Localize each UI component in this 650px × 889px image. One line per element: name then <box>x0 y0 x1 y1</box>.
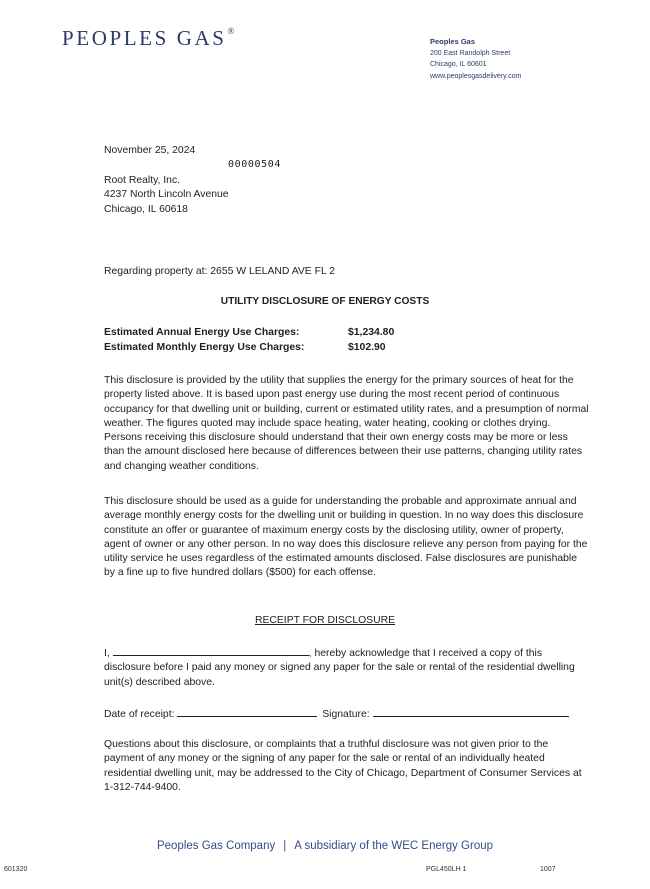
regarding-property: Regarding property at: 2655 W LELAND AVE FL 2 <box>104 266 336 277</box>
footer-separator: | <box>283 840 287 852</box>
signature-blank[interactable] <box>373 706 569 717</box>
monthly-charges-row <box>104 340 394 355</box>
footer-line <box>0 840 650 852</box>
logo-text: PEOPLES GAS <box>62 26 227 50</box>
footer-form-code: PGL450LH 1 <box>426 866 467 873</box>
annual-charges-value: $1,234.80 <box>348 327 395 338</box>
ack-text: , hereby acknowledge that I received a copy of this disclosure before I paid any money or signed any paper for the sale or rental of the residential dwelling unit(s) described above. <box>104 648 575 688</box>
recipient-address <box>104 174 229 217</box>
company-city: Chicago, IL 60601 <box>430 61 487 68</box>
signature-label: Signature: <box>322 709 370 720</box>
monthly-charges-label: Estimated Monthly Energy Use Charges: <box>104 342 305 353</box>
document-title: UTILITY DISCLOSURE OF ENERGY COSTS <box>220 296 430 307</box>
monthly-charges-value: $102.90 <box>348 342 386 353</box>
footer-company: Peoples Gas Company <box>156 840 276 852</box>
annual-charges-label: Estimated Annual Energy Use Charges: <box>104 327 300 338</box>
company-website: www.peoplesgasdelivery.com <box>430 72 522 80</box>
company-address <box>430 36 521 82</box>
recipient-name: Root Realty, Inc. <box>104 175 181 186</box>
logo-registered-mark: ® <box>227 26 235 36</box>
footer-subsidiary: A subsidiary of the WEC Energy Group <box>294 840 494 852</box>
receipt-heading: RECEIPT FOR DISCLOSURE <box>254 615 396 626</box>
footer-code-left: 601320 <box>4 866 28 873</box>
company-street: 200 East Randolph Street <box>430 49 511 57</box>
name-blank-line[interactable] <box>113 645 309 656</box>
date-of-receipt-label: Date of receipt: <box>104 709 175 720</box>
questions-paragraph: Questions about this disclosure, or complaints that a truthful disclosure was not given prior to the payment of any money or the signing of any paper for the sale or rental of an individually heated residential dwelling unit, may be addressed to the City of Chicago, Department of Consumer Services at 1-312-744-9400. <box>104 739 582 793</box>
charges-block <box>104 325 394 355</box>
recipient-city: Chicago, IL 60618 <box>104 203 188 215</box>
date-of-receipt-blank[interactable] <box>177 706 317 717</box>
company-name: Peoples Gas <box>430 37 476 46</box>
letter-date: November 25, 2024 <box>104 145 196 156</box>
disclosure-paragraph-1: This disclosure is provided by the utility that supplies the energy for the primary sources of heat for the property listed above. It is based upon past energy use during the most recent period of continuous occupancy for that dwelling unit or building, current or estimated utility rates, and a presumption of normal weather. The figures quoted may include space heating, water heating, cooking or clothes drying. Persons receiving this disclosure should understand that their own energy costs may be more or less than the amount disclosed here because of differences between their use patterns, changing utility rates and changing weather conditions. <box>104 375 589 472</box>
account-code: 00000504 <box>228 159 281 170</box>
date-signature-row <box>104 706 594 722</box>
ack-prefix: I, <box>104 648 110 659</box>
annual-charges-row <box>104 325 394 340</box>
acknowledgement <box>104 645 588 690</box>
recipient-street: 4237 North Lincoln Avenue <box>104 189 229 201</box>
footer-code-right: 1007 <box>540 866 556 873</box>
peoples-gas-logo <box>62 26 234 51</box>
disclosure-paragraph-2: This disclosure should be used as a guide for understanding the probable and approximate annual and average monthly energy costs for the dwelling unit or building in question. In no way does this disclosure constitute an offer or guarantee of maximum energy costs by the disclosing utility, owner of property, agent of owner or any other person. In no way does this disclosure relieve any person from paying for the utility service he uses regardless of the estimated amounts disclosed. False disclosures are punishable by a fine up to five hundred dollars ($500) for each offense. <box>104 496 588 579</box>
